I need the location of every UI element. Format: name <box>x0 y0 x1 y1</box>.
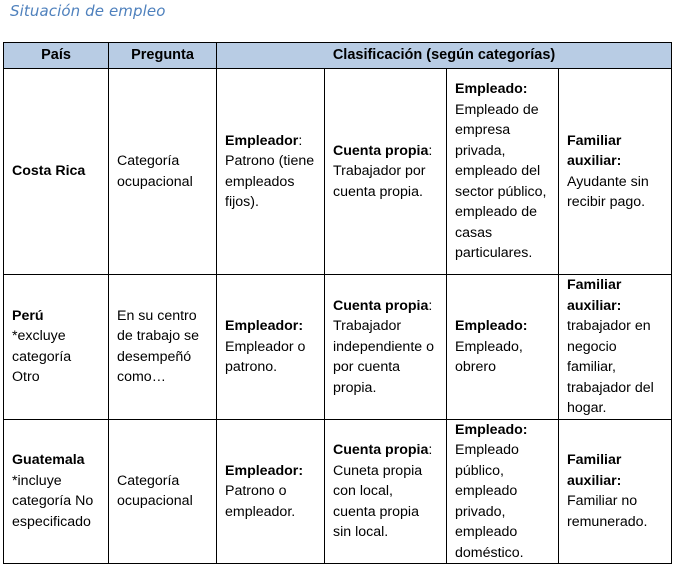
table-row <box>4 275 672 420</box>
cuenta-propia-colon: : <box>428 297 433 314</box>
cell-familiar <box>559 69 672 275</box>
table-row <box>4 419 672 564</box>
familiar-text: Ayudante sin recibir pago. <box>567 173 649 210</box>
empleador-label: Empleador: <box>225 318 304 334</box>
empleador-colon: : <box>298 132 303 149</box>
cell-pais <box>4 69 109 275</box>
empleador-label: Empleador: <box>225 462 304 479</box>
country-name: Costa Rica <box>12 163 86 180</box>
country-name: Perú <box>12 307 44 324</box>
cuenta-propia-text: Trabajador independiente o por cuenta propia. <box>333 318 434 396</box>
cuenta-propia-colon: : <box>428 442 433 458</box>
cuenta-propia-colon: : <box>428 142 433 159</box>
cell-pregunta: En su centro de trabajo se desempeñó como… <box>109 275 217 420</box>
cell-pais <box>4 275 109 420</box>
header-clasificacion: Clasificación (según categorías) <box>217 43 672 69</box>
empleador-text: Patrono (tiene empleados fijos). <box>225 153 315 210</box>
header-pais: País <box>4 43 109 69</box>
empleador-label: Empleador <box>225 132 299 149</box>
empleado-text: Empleado de empresa privada, empleado del sector público, empleado de casas particulares. <box>455 101 547 262</box>
cell-familiar <box>559 275 672 420</box>
cuenta-propia-label: Cuenta propia <box>333 442 429 458</box>
empleado-label: Empleado: <box>455 318 528 334</box>
cuenta-propia-text: Trabajador por cuenta propia. <box>333 163 426 200</box>
cell-cuenta-propia <box>325 419 447 564</box>
empleado-label: Empleado: <box>455 421 528 438</box>
cell-cuenta-propia <box>325 69 447 275</box>
cuenta-propia-label: Cuenta propia <box>333 297 429 314</box>
country-note: *incluye categoría No especificado <box>12 472 94 530</box>
cell-pregunta: Categoría ocupacional <box>109 69 217 275</box>
empleador-text: Empleador o patrono. <box>225 338 306 375</box>
familiar-label: Familiar auxiliar: <box>567 452 622 489</box>
header-pregunta: Pregunta <box>109 43 217 69</box>
empleado-label: Empleado: <box>455 81 528 98</box>
cell-empleador <box>217 419 325 564</box>
cell-empleado <box>447 69 559 275</box>
familiar-text: Familiar no remunerado. <box>567 493 648 530</box>
cell-empleador <box>217 275 325 420</box>
cuenta-propia-text: Cuneta propia con local, cuenta propia sin local. <box>333 462 423 540</box>
empleado-text: Empleado público, empleado privado, empleado doméstico. <box>455 442 524 561</box>
empleador-text: Patrono o empleador. <box>225 483 296 520</box>
cell-empleador <box>217 69 325 275</box>
cell-empleado <box>447 419 559 564</box>
familiar-label: Familiar auxiliar: <box>567 132 622 169</box>
empleado-text: Empleado, obrero <box>455 338 523 375</box>
table-header-row <box>4 43 672 69</box>
familiar-label: Familiar auxiliar: <box>567 277 622 314</box>
cell-empleado <box>447 275 559 420</box>
section-caption: Situación de empleo <box>10 2 166 20</box>
employment-classification-table <box>3 42 672 564</box>
cell-pais <box>4 419 109 564</box>
table-row <box>4 69 672 275</box>
country-note: *excluye categoría Otro <box>12 328 72 386</box>
cell-pregunta: Categoría ocupacional <box>109 419 217 564</box>
cell-familiar <box>559 419 672 564</box>
country-name: Guatemala <box>12 452 85 469</box>
cuenta-propia-label: Cuenta propia <box>333 142 429 159</box>
cell-cuenta-propia <box>325 275 447 420</box>
familiar-text: trabajador en negocio familiar, trabajador del hogar. <box>567 318 654 416</box>
